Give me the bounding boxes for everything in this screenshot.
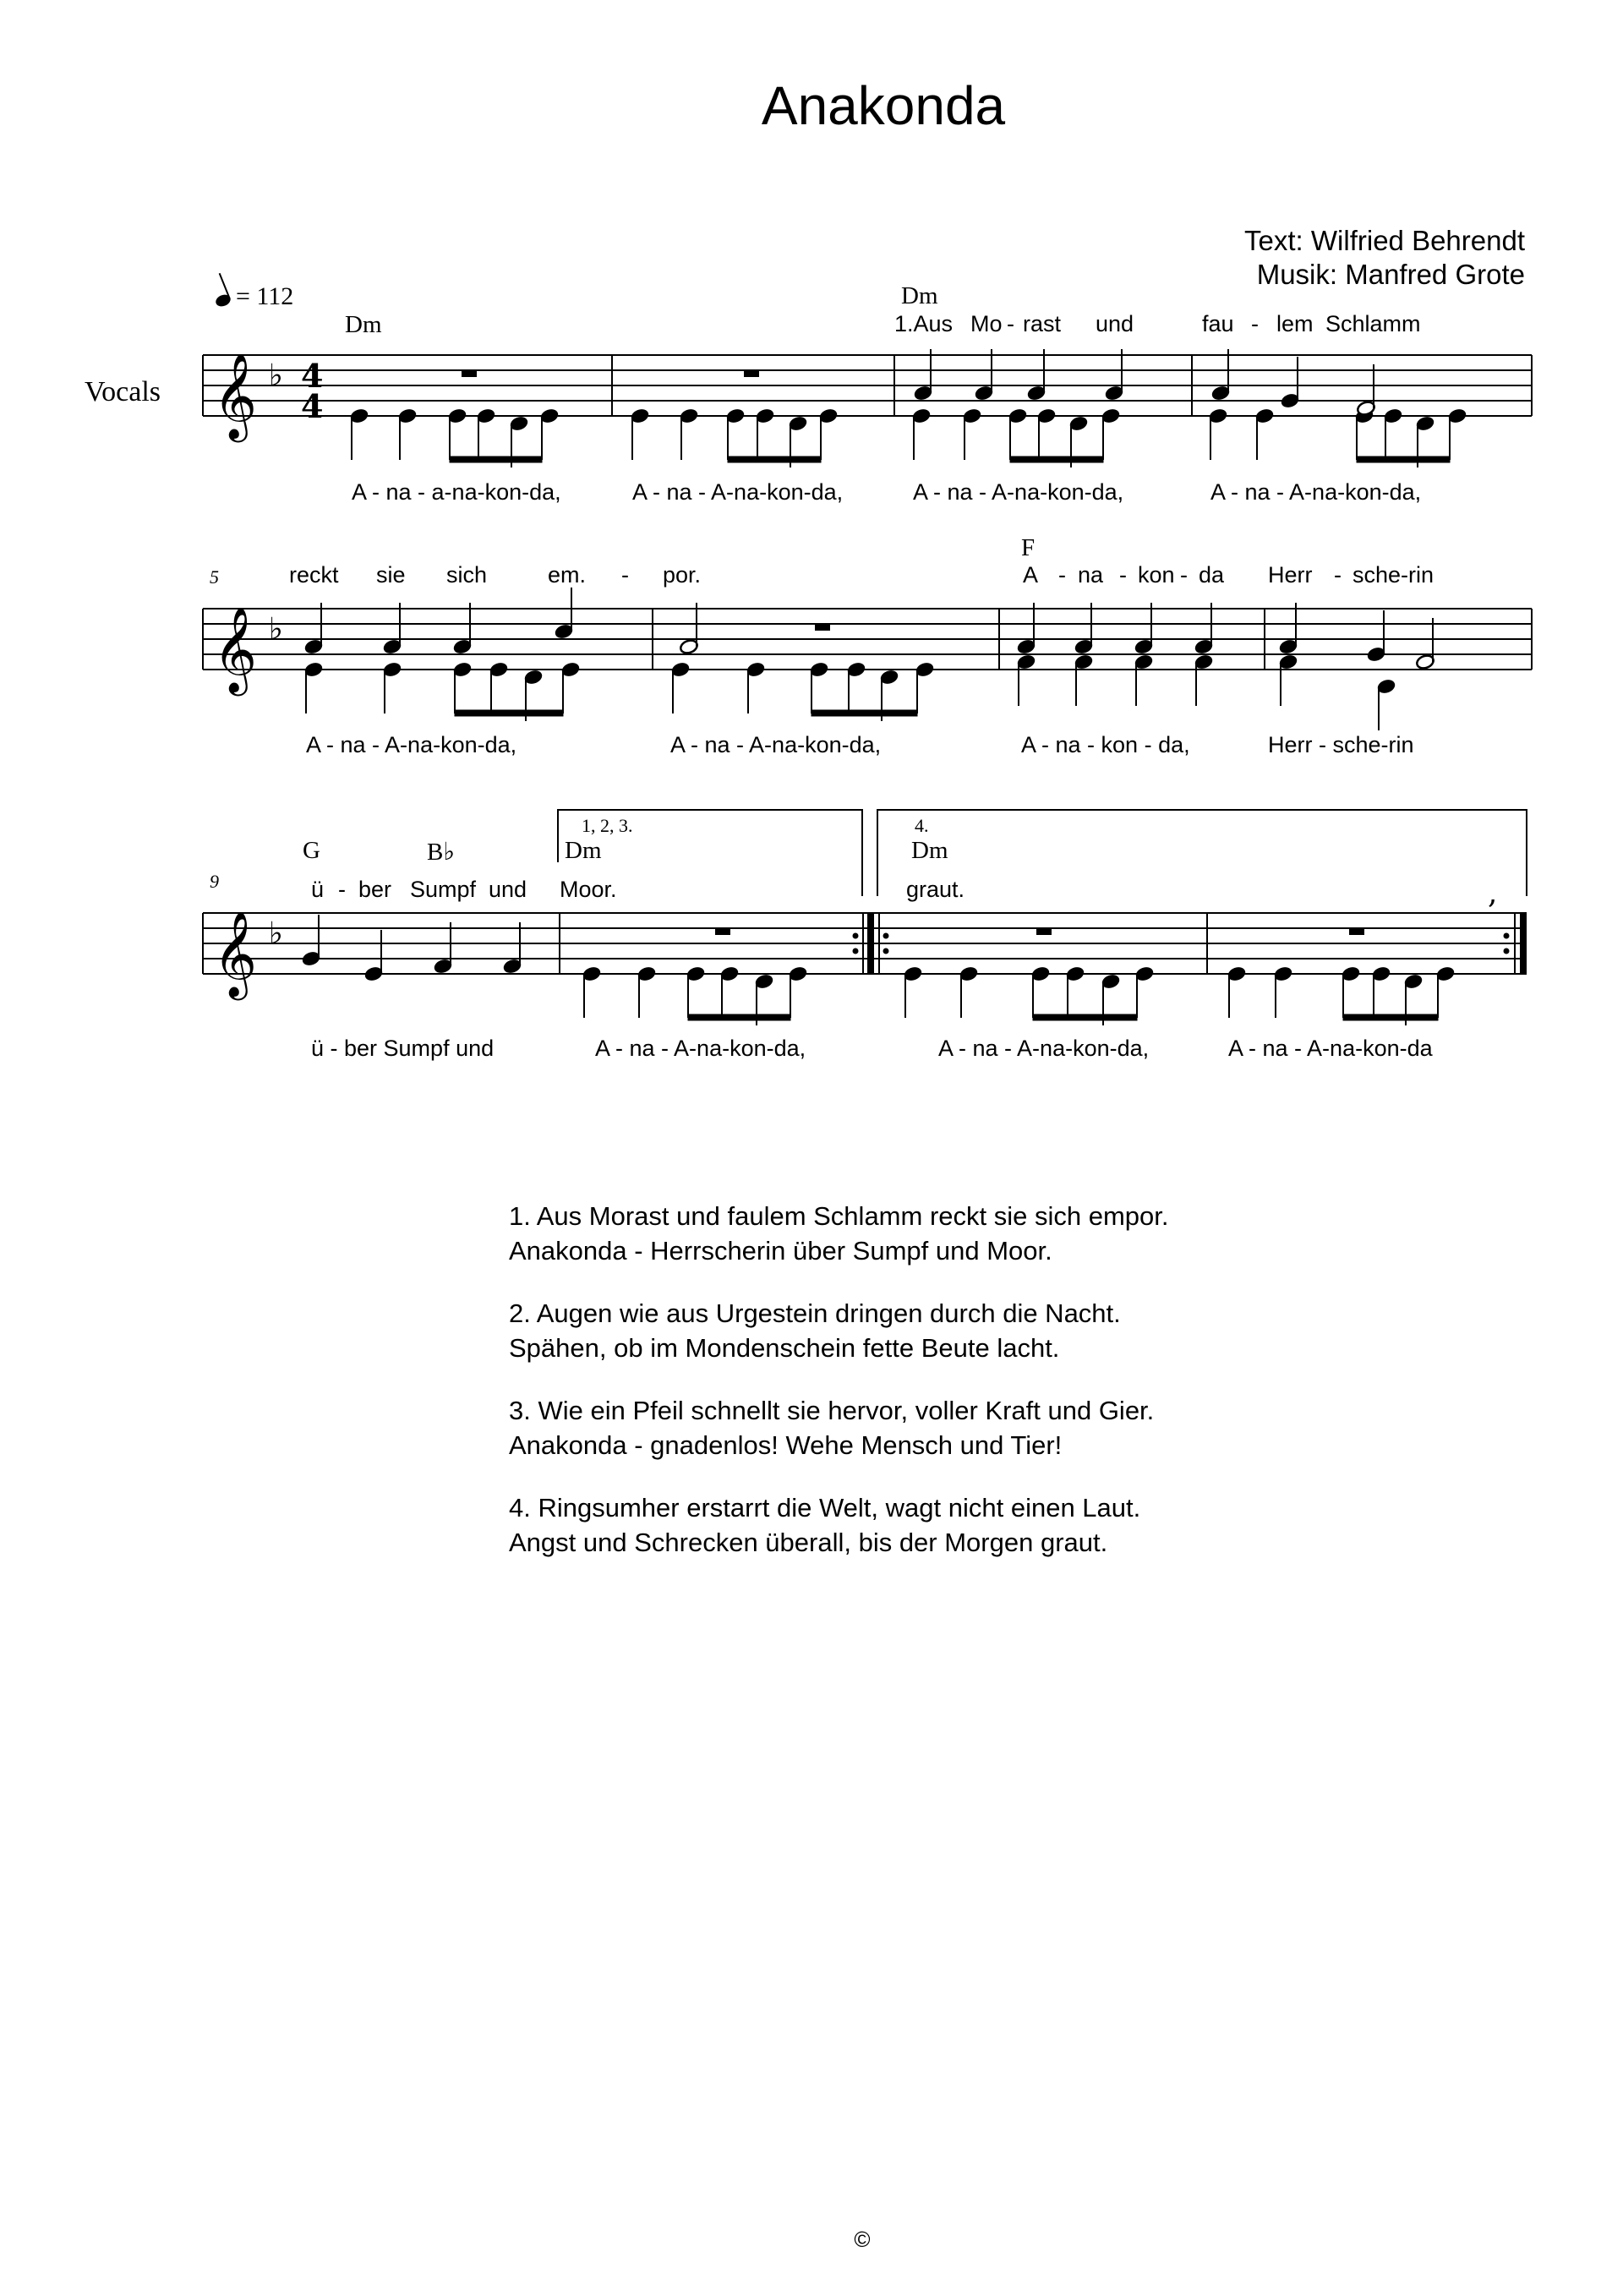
- lyric-syllable: sich: [446, 562, 488, 588]
- instrument-name: Vocals: [85, 376, 161, 407]
- verse-1: [509, 1199, 1354, 1268]
- note-beam: [1010, 456, 1103, 462]
- lyric-line: A - na - A-na-kon-da,: [913, 479, 1124, 505]
- treble-clef-icon: 𝄞: [213, 352, 258, 439]
- lyric-syllable: -: [1180, 562, 1188, 588]
- composer-credit: Musik: Manfred Grote: [1256, 259, 1525, 290]
- note-beam: [688, 1014, 790, 1020]
- verse-2: [509, 1296, 1354, 1365]
- copyright-symbol: ©: [854, 2227, 871, 2252]
- staff-system-1: [203, 355, 1532, 416]
- lyric-line: A - na - A-na-kon-da: [1228, 1036, 1433, 1061]
- flat-icon: ♭: [269, 358, 283, 393]
- lyric-syllable: -: [1334, 562, 1342, 588]
- lyric-line: Herr - sche-rin: [1268, 732, 1414, 757]
- lyric-syllable: por.: [663, 562, 702, 588]
- verse-line: Angst und Schrecken überall, bis der Morgen graut.: [509, 1528, 1108, 1557]
- lyric-syllable: -: [1058, 562, 1066, 588]
- lyric-line: A - na - A-na-kon-da,: [938, 1036, 1150, 1061]
- lyric-syllable: graut.: [906, 877, 965, 902]
- lyric-syllable: Schlamm: [1325, 311, 1421, 336]
- note-beam: [1343, 1014, 1438, 1020]
- time-signature-top: 4: [301, 357, 324, 395]
- lyric-syllable: ber: [358, 877, 392, 902]
- verse-4: [509, 1490, 1354, 1560]
- lyric-syllable: Mo: [970, 311, 1003, 336]
- lyric-syllable: 1.Aus: [894, 311, 954, 336]
- lyricist-credit: Text: Wilfried Behrendt: [1244, 225, 1525, 256]
- lyric-syllable: rast: [1023, 311, 1062, 336]
- note-beam: [1033, 1014, 1137, 1020]
- verse-line: 4. Ringsumher erstarrt die Welt, wagt nicht einen Laut.: [509, 1493, 1141, 1522]
- chord-symbol: F: [1021, 534, 1036, 561]
- lyric-syllable: fau: [1202, 311, 1234, 336]
- notes: [301, 349, 1467, 1025]
- lyric-syllable: kon: [1138, 562, 1175, 588]
- lyric-syllable: -: [1007, 311, 1014, 336]
- verse-text-block: [509, 1199, 1354, 1588]
- lyric-line: A - na - a-na-kon-da,: [352, 479, 561, 505]
- lyric-line: A - na - A-na-kon-da,: [1210, 479, 1422, 505]
- lyric-syllable: und: [1096, 311, 1134, 336]
- lyric-syllable: -: [621, 562, 629, 588]
- lyric-line: A - na - A-na-kon-da,: [595, 1036, 806, 1061]
- lyric-syllable: da: [1199, 562, 1225, 588]
- note-beam: [812, 710, 917, 716]
- flat-icon: ♭: [269, 916, 283, 951]
- lyric-syllable: A: [1023, 562, 1039, 588]
- lyric-syllable: sie: [376, 562, 406, 588]
- treble-clef-icon: 𝄞: [213, 605, 258, 692]
- volta-label: 1, 2, 3.: [582, 815, 633, 836]
- lyric-syllable: -: [338, 877, 346, 902]
- lyric-syllable: na: [1078, 562, 1104, 588]
- measure-number: 9: [210, 871, 219, 892]
- note-beam: [455, 710, 563, 716]
- note-beam: [450, 456, 542, 462]
- chord-symbol: Dm: [345, 311, 382, 338]
- note-beam: [1357, 456, 1450, 462]
- lyric-syllable: em.: [548, 562, 587, 588]
- chord-symbol: G: [303, 837, 320, 864]
- verse-line: Anakonda - Herrscherin über Sumpf und Moor.: [509, 1236, 1052, 1266]
- lyric-syllable: -: [1119, 562, 1127, 588]
- verse-3: [509, 1393, 1354, 1462]
- verse-line: 2. Augen wie aus Urgestein dringen durch die Nacht.: [509, 1298, 1121, 1328]
- song-title: Anakonda: [761, 75, 1006, 136]
- lyric-line: ü - ber Sumpf und: [311, 1036, 495, 1061]
- verse-line: 1. Aus Morast und faulem Schlamm reckt sie sich empor.: [509, 1201, 1169, 1231]
- lyric-line: A - na - A-na-kon-da,: [632, 479, 844, 505]
- verse-line: 3. Wie ein Pfeil schnellt sie hervor, voller Kraft und Gier.: [509, 1396, 1155, 1425]
- flat-icon: ♭: [269, 612, 283, 647]
- treble-clef-icon: 𝄞: [213, 910, 258, 997]
- tempo-value: = 112: [236, 282, 294, 310]
- lyric-line: A - na - kon - da,: [1021, 732, 1190, 757]
- time-signature-bottom: 4: [301, 387, 324, 425]
- svg-text:,: ,: [1488, 876, 1498, 910]
- lyric-syllable: Moor.: [560, 877, 617, 902]
- lyric-syllable: -: [1251, 311, 1259, 336]
- volta-bracket-1: [558, 810, 862, 896]
- lyric-line: A - na - A-na-kon-da,: [670, 732, 882, 757]
- verse-line: Anakonda - gnadenlos! Wehe Mensch und Tier!: [509, 1430, 1063, 1460]
- lyric-syllable: lem: [1276, 311, 1314, 336]
- staff-system-2: [203, 609, 1532, 670]
- volta-bracket-2: [877, 810, 1527, 896]
- lyric-syllable: reckt: [289, 562, 339, 588]
- chord-symbol: B♭: [427, 839, 456, 866]
- lyric-syllable: Sumpf: [410, 877, 477, 902]
- chord-symbol: Dm: [565, 837, 602, 864]
- lyric-syllable: ü: [311, 877, 325, 902]
- lyric-syllable: sche-rin: [1352, 562, 1434, 588]
- chord-symbol: Dm: [911, 837, 948, 864]
- chord-symbol: Dm: [901, 282, 938, 309]
- lyric-syllable: Herr: [1268, 562, 1313, 588]
- note-beam: [728, 456, 821, 462]
- volta-label: 4.: [915, 815, 929, 836]
- lyric-line: A - na - A-na-kon-da,: [306, 732, 517, 757]
- lyric-syllable: und: [489, 877, 527, 902]
- measure-number: 5: [210, 566, 219, 588]
- verse-line: Spähen, ob im Mondenschein fette Beute lacht.: [509, 1333, 1060, 1363]
- staff-system-3: [203, 913, 1527, 974]
